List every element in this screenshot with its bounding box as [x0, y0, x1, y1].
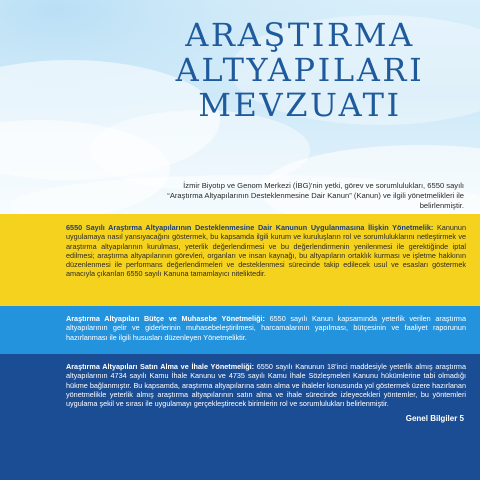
section-implementation-regulation — [0, 214, 480, 306]
page-title — [120, 18, 480, 123]
section-2-body: 6550 sayılı Kanun kapsamında yeterlik verilen araştırma altyapılarının gelir ve giderlerinin muhasebeleştirilmesi, harcamalarının yapılması, bütçesinin ve faaliyet raporunun hazırlanması ile ilgili hususları düzenleyen Yönetmeliktir. — [66, 314, 466, 342]
section-budget-regulation — [0, 306, 480, 354]
section-1-heading: 6550 Sayılı Araştırma Altyapılarının Desteklenmesine Dair Kanunun Uygulanmasına İlişkin Yönetmelik: — [66, 223, 434, 232]
section-3-body: 6550 sayılı Kanunun 18’inci maddesiyle yeterlik almış araştırma altyapılarının 4734 sayılı Kamu İhale Kanunu ve 4735 sayılı Kamu İhale Sözleşmeleri Kanunu hükümlerine tabi olmadığı hükme bağlanmıştır. Bu kapsamda, araştırma altyapılarına satın alma ve ihaleler konusunda yol göstermek üzere hazırlanan yönetmelikle yeterlik almış araştırma altyapılarının satın alma ve ihale sürecinde izleyecekleri yöntemler, bu yöntemleri uygulama şekil ve sırası ile uygulamayı gerçekleştirecek birimlerin rol ve sorumlulukları belirlenmiştir. — [66, 362, 466, 409]
section-3-heading: Araştırma Altyapıları Satın Alma ve İhale Yönetmeliği: — [66, 362, 255, 371]
page-footer-label: Genel Bilgiler 5 — [405, 414, 464, 423]
section-2-paragraph — [66, 314, 466, 342]
title-line-2: ALTYAPILARI — [175, 51, 425, 89]
section-1-paragraph — [66, 223, 466, 279]
section-3-paragraph — [66, 362, 466, 408]
section-1-body: Kanunun uygulamaya nasıl yansıyacağını göstermek, bu kapsamda ilgili kurum ve kuruluşların rol ve sorumluluklarını netleştirmek ve araştırma altyapılarının kurulması, yeterlik değerlendirmesi ve bu değerlendirmenin yenilenmesi ile gerektiğinde iptal edilmesi; araştırma altyapılarının görevleri, organları ve insan kaynağı, bu altyapıların ortaklık kurması ve işletme hakkının düzenlenmesi ile performans değerlendirmeleri ve desteklenmesi sürecinde takip edilecek usul ve esasları göstermek amacıyla çıkarılan 6550 sayılı Kanuna tamamlayıcı niteliktedir. — [66, 223, 466, 279]
title-line-3: MEVZUATI — [198, 86, 402, 124]
section-2-heading: Araştırma Altyapıları Bütçe ve Muhasebe Yönetmeliği: — [66, 314, 265, 323]
title-line-1: ARAŞTIRMA — [185, 16, 415, 54]
intro-paragraph: İzmir Biyotıp ve Genom Merkezi (İBG)'nin yetki, görev ve sorumlulukları, 6550 sayılı “Araştırma Altyapılarının Desteklenmesine Dair Kanun” (Kanun) ve ilgili yönetmelikleri ile belirlenmiştir. — [167, 181, 464, 210]
